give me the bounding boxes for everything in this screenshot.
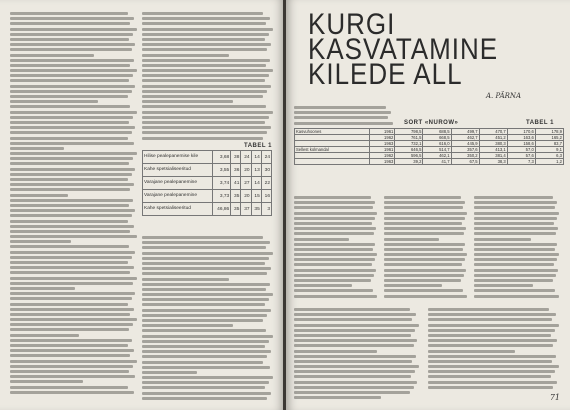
table-cell: 798,5 xyxy=(395,129,423,135)
table-cell: 470,7 xyxy=(479,129,507,135)
right-column-3-text xyxy=(474,196,560,304)
table-cell: 41,7 xyxy=(423,159,451,165)
table-cell: 6,3 xyxy=(535,153,563,159)
table-cell: 646,5 xyxy=(395,147,423,153)
table-cell: 3,73 xyxy=(212,190,230,203)
table-cell: 27 xyxy=(241,177,251,190)
row-label: Kahe spetsialiseeritud xyxy=(143,203,213,216)
table-cell: 35 xyxy=(231,190,241,203)
table-cell: 16 xyxy=(261,190,271,203)
table-cell: 350,2 xyxy=(451,153,479,159)
right-bottom-column-1 xyxy=(294,308,420,404)
title-line-2: KASVATAMINE xyxy=(308,31,499,67)
table-cell: 20 xyxy=(241,164,251,177)
table-cell: 1963 xyxy=(369,141,395,147)
table-cell: 1,2 xyxy=(535,159,563,165)
row-label: Kahe spetsialiseeritud xyxy=(143,164,213,177)
table-cell: 761,5 xyxy=(395,135,423,141)
table-cell: 1961 xyxy=(369,147,395,153)
table-cell: 1961 xyxy=(369,129,395,135)
table-cell: 13 xyxy=(251,164,261,177)
right-page xyxy=(286,0,570,410)
table-cell: 380,3 xyxy=(479,141,507,147)
title-line-3: KILEDE ALL xyxy=(308,56,463,92)
table-cell: 1962 xyxy=(369,135,395,141)
table-cell: 3 xyxy=(261,203,271,216)
table-cell: 35 xyxy=(231,203,241,216)
right-column-1-text xyxy=(294,196,378,304)
table-cell: 14 xyxy=(251,177,261,190)
article-author: A. PÄRNA xyxy=(486,92,522,100)
table-cell: 462,7 xyxy=(451,135,479,141)
row-label xyxy=(295,159,370,165)
left-column-2-text-bottom xyxy=(142,236,274,404)
table-cell: 732,1 xyxy=(395,141,423,147)
table-row xyxy=(143,151,272,164)
table-cell: 14 xyxy=(251,151,261,164)
table-row xyxy=(143,177,272,190)
table-cell: 514,7 xyxy=(423,147,451,153)
left-page xyxy=(0,0,284,410)
table-cell: 57,6 xyxy=(507,153,535,159)
right-table-title: SORT «NUROW» xyxy=(404,120,459,126)
table-cell: 163,6 xyxy=(507,135,535,141)
table-cell: 451,2 xyxy=(479,135,507,141)
table-cell: 357,6 xyxy=(451,147,479,153)
table-cell: 83,7 xyxy=(535,141,563,147)
article-title xyxy=(308,6,499,92)
table-row xyxy=(143,190,272,203)
title-line-1: KURGI xyxy=(308,6,396,42)
left-data-table xyxy=(142,150,272,216)
table-cell: 596,5 xyxy=(395,153,423,159)
table-cell: 1962 xyxy=(369,153,395,159)
table-row xyxy=(295,159,564,165)
table-cell: 20 xyxy=(241,190,251,203)
table-cell: 22 xyxy=(261,177,271,190)
right-page-number: 71 xyxy=(549,393,560,402)
table-cell: 616,0 xyxy=(423,141,451,147)
right-column-2-text xyxy=(384,196,468,304)
table-cell: 462,1 xyxy=(423,153,451,159)
table-row xyxy=(143,203,272,216)
table-cell: 165,2 xyxy=(535,135,563,141)
row-label: Varajane pealepanemine xyxy=(143,190,213,203)
table-cell: 413,1 xyxy=(479,147,507,153)
table-cell: 3,55 xyxy=(212,164,230,177)
table-cell: 30 xyxy=(261,164,271,177)
row-label: Hilise pealepanemise kile xyxy=(143,151,213,164)
table-cell: 158,6 xyxy=(507,141,535,147)
table-cell: 178,9 xyxy=(535,129,563,135)
row-label: Varajane pealepanemine xyxy=(143,177,213,190)
table-cell: 9,1 xyxy=(535,147,563,153)
table-cell: 41 xyxy=(231,177,241,190)
right-intro-text xyxy=(294,106,394,128)
table-cell: 57,0 xyxy=(507,147,535,153)
table-cell: 7,3 xyxy=(507,159,535,165)
table-cell: 668,5 xyxy=(423,135,451,141)
table-cell: 3,74 xyxy=(212,177,230,190)
table-cell: 46,86 xyxy=(212,203,230,216)
table-cell: 499,7 xyxy=(451,129,479,135)
left-column-2-text-top xyxy=(142,12,274,142)
left-column-1-text xyxy=(10,12,138,400)
table-cell: 35 xyxy=(251,203,261,216)
table-cell: 36 xyxy=(231,164,241,177)
table-cell: 381,4 xyxy=(479,153,507,159)
right-table-label: TABEL 1 xyxy=(526,120,554,126)
table-cell: 3,68 xyxy=(212,151,230,164)
right-bottom-column-2 xyxy=(428,308,560,394)
table-cell: 688,5 xyxy=(423,129,451,135)
table-cell: 67,5 xyxy=(451,159,479,165)
row-label: Kasvuhoones xyxy=(295,129,370,135)
table-cell: 24 xyxy=(261,151,271,164)
table-cell: 38 xyxy=(231,151,241,164)
table-cell: 24 xyxy=(241,151,251,164)
table-cell: 445,9 xyxy=(451,141,479,147)
table-cell: 15 xyxy=(251,190,261,203)
table-cell: 37 xyxy=(241,203,251,216)
table-row xyxy=(143,164,272,177)
right-data-table xyxy=(294,128,564,165)
table-cell: 170,6 xyxy=(507,129,535,135)
table-cell: 38,3 xyxy=(479,159,507,165)
table-cell: 39,2 xyxy=(395,159,423,165)
table-cell: 1963 xyxy=(369,159,395,165)
row-label: Sellest kolmandal xyxy=(295,147,370,153)
left-table-label: TABEL 1 xyxy=(244,143,272,149)
